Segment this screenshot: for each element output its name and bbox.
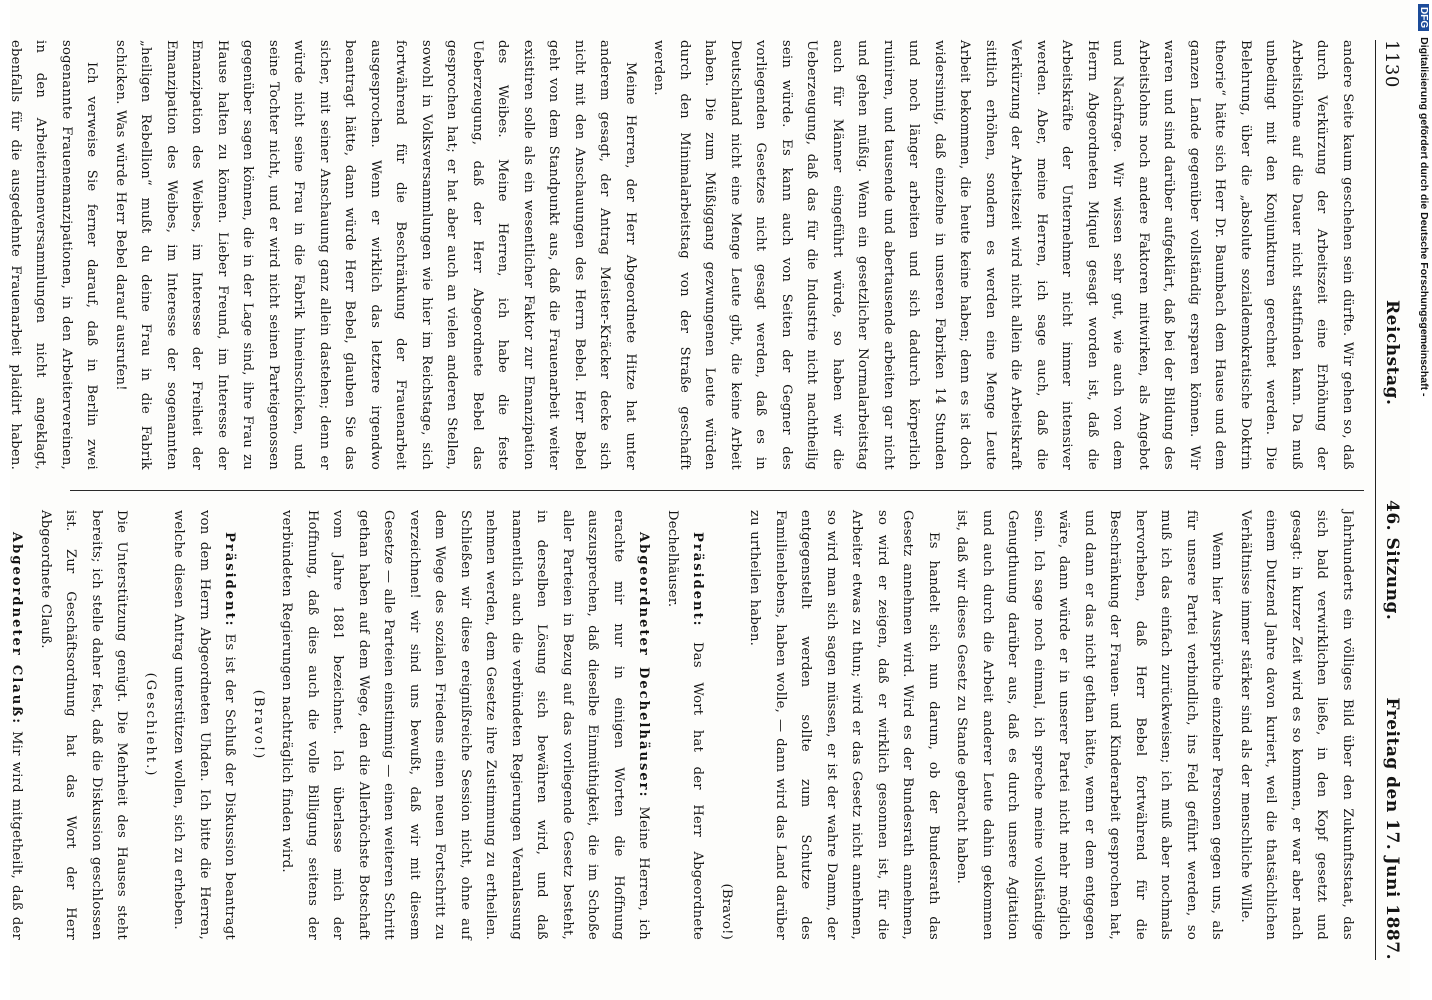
paragraph: Es handelt sich nun darum, ob der Bundesrath das Gesetz annehmen wird. Wird es der Bundesrath annehmen, so wird er zeigen, daß er wirklich gesonnen ist, für die Arbeiter etwas zu thun; wird er das Gesetz nicht annehmen, so wird man sich sagen müssen, er ist der wahre Damm, der entgegenstellt werden sollte zum Schutze des Familienlebens, haben wolle, — dann wird das Land darüber zu urtheilen haben. — [747, 510, 941, 940]
speaker-label: Abgeordneter Dechelhäuser: — [636, 532, 652, 799]
procedure-note: (Geschieht.) — [143, 672, 158, 778]
left-column — [8, 40, 1360, 470]
digitization-credit — [1413, 0, 1432, 1000]
speech-text: Meine Herren, ich erachte mir nur in einigen Worten die Hoffnung auszusprechen, daß dieselbe Einmüthigkeit, die im Schoße aller Parteien in Bezug auf das vorliegende Gesetz besteht, in derselben Lösung sich bewähren wird, und daß namentlich auch die verbündeten Regierungen Veranlassung nehmen werden, dem Gesetze ihre Zustimmung zu ertheilen. Schließen wir diese ereignißreiche Session nicht, ohne auf dem Wege des sozialen Friedens einen neuen Fortschritt zu verzeichnen! wir sind uns bewußt, daß wir mit diesem Gesetze — alle Parteien einstimmig — einen weiteren Schritt gethan haben auf dem Wege, den die Allerhöchste Botschaft vom Jahre 1881 bezeichnet. Ich überlasse mich der Hoffnung, daß dies auch die volle Billigung seitens der verbündeten Regierungen nachträglich finden wird. — [279, 510, 652, 940]
speaker-label: Präsident: — [690, 532, 706, 628]
paragraph: Ich verweise Sie ferner darauf, daß in Berlin zwei sogenannte Frauenemanzipationen, in den Arbeitervereinen, in den Arbeiterinnenversammlungen nicht angeklagt, ebenfalls für die ausgedehnte Frauenarbeit plaidirt haben. — [8, 40, 100, 470]
speaker-label: Präsident: — [222, 532, 238, 628]
paragraph: andere Seite kaum geschehen sein dürfte. Wir gehen so, daß durch Verkürzung der Arbeitszeit eine Erhöhung der Arbeitslöhne auf die Dauer nicht stattfinden kann. Da muß unbedingt mit den Konjunkturen gerechnet werden. Die Belehrung, über die „absolute sozialdemokratische Doktrin theorie“ hätte sich Herr Dr. Baumbach dem Hause und dem ganzen Lande gegenüber vollständig ersparen können. Wir waren und sind darüber aufgeklärt, daß bei der Bildung des Arbeitslohns noch andere Faktoren mitwirken, als Angebot und Nachfrage. Wir wissen sehr gut, wie auch von dem Herrn Abgeordneten Miquel gesagt worden ist, daß die Arbeitskräfte der Unternehmer nicht immer intensiver werden. Aber, meine Herren, ich sage auch, daß die Verkürzung der Arbeitszeit wird nicht allein die Arbeitskraft sittlich erhöhen, sondern es werden eine Menge Leute Arbeit bekommen, die heute keine haben; denn es ist doch widersinnig, daß einzelne in unseren Fabriken 14 Stunden und noch länger arbeiten und sich dadurch körperlich ruiniren, und tausende und abertausende arbeiten gar nicht und gehen müßig. Wenn ein gesetzlicher Normalarbeitstag auch für Männer eingeführt würde, so haben wir die Ueberzeugung, daß das für die Industrie nicht nachtheilig sein würde. Es kann auch von Seiten der Gegner des vorliegenden Gesetzes nicht gesagt werden, daß es in Deutschland nicht eine Menge Leute gibt, die keine Arbeit haben. Die zum Müßiggang gezwungenen Leute würden durch den Minimalarbeitstag von der Straße geschafft werden. — [651, 40, 1355, 470]
date-label: Freitag den 17. Juni 1887. — [1382, 697, 1402, 960]
right-column — [9, 510, 1360, 940]
credit-label: Digitalisierung gefördert durch die Deutsche Forschungsgemeinschaft - — [1418, 37, 1430, 397]
speaker-paragraph — [0, 510, 30, 940]
newspaper-page — [10, 0, 1410, 1000]
speaker-paragraph — [166, 510, 243, 940]
applause-note: (Bravo!) — [251, 689, 266, 761]
paragraph: Meine Herren, der Herr Abgeordnete Hitze hat unter anderem gesagt, der Antrag Meister-Kräcker decke sich nicht mit den Anschauungen des Herrn Bebel. Herr Bebel geht von dem Standpunkt aus, daß die Frauenarbeit weiter existiren solle als ein wesentlicher Faktor zur Emanzipation des Weibes. Meine Herren, ich habe die feste Ueberzeugung, daß der Herr Abgeordnete Bebel das gesprochen hat; er hat aber auch an vielen anderen Stellen, sowohl in Volksversammlungen wie hier im Reichstage, sich fortwährend für die Beschränkung der Frauenarbeit ausgesprochen. Wenn er wirklich das letztere irgendwo beantragt hätte, dann würde Herr Bebel, glauben Sie das sicher, mit seiner Anschauung ganz allein dastehen; denn er würde nicht seine Frau in die Fabrik hineinschicken, und seine Tochter nicht, und er wird nicht seinen Parteigenossen gegenüber sagen können, die in der Lage sind, ihre Frau zu Hause halten zu können. Lieber Freund, im Interesse der Emanzipation des Weibes, im Interesse der Freiheit der Emanzipation des Weibes, im Interesse der sogenannten „heiligen Rebellion“ mußt du deine Frau in die Fabrik schicken. Was würde Herr Bebel darauf ausrufen! — [113, 40, 638, 470]
credit-text — [1418, 4, 1430, 724]
speech-text: Mir wird mitgetheilt, daß der — [9, 731, 25, 940]
dfg-logo: DFG — [1418, 4, 1429, 31]
applause-note: (Bravo!) — [719, 883, 734, 940]
column-divider — [70, 490, 1364, 491]
paragraph: Wenn hier Aussprüche einzelner Personen gegen uns, als für unsere Partei verbindlich, ins Feld geführt werden, so muß ich das einfach zurückweisen; ich muß aber nochmals hervorheben, daß Herr Bebel fortwährend für die Beschränkung der Frauen- und Kinderarbeit gesprochen hat, und dann er das nicht gethan hätte, wenn er dem entgegen wäre, dann würde er in unserer Partei nicht mehr möglich sein. Ich sage noch einmal, ich spreche meine vollständige Genugthuung darüber aus, daß es durch unsere Agitation und auch durch die Arbeit anderer Leute dahin gekommen ist, daß wir dieses Gesetz zu Stande gebracht haben. — [954, 510, 1225, 940]
paper-title: Reichstag. — [1382, 300, 1402, 406]
speaker-label: Abgeordneter Clauß: — [9, 532, 25, 726]
page-header — [1378, 40, 1406, 960]
speech-text: Es ist der Schluß der Diskussion beantragt von dem Herrn Abgeordneten Uhden. Ich bitte die Herren, welche diesen Antrag unterstützen wollen, sich zu erheben. — [171, 510, 238, 940]
speaker-paragraph — [660, 510, 711, 940]
paragraph: Jahrhunderts ein völliges Bild über den Zukunftsstaat, das sich bald verwirklichen ließe, in den Kopf gesetzt und gesagt: in kurzer Zeit wird es so kommen, er war aber nach einem Dutzend Jahre davon kuriert, weil die thatsächlichen Verhältnisse immer stärker sind als der menschliche Wille. — [1238, 510, 1355, 940]
speaker-paragraph — [274, 510, 657, 940]
paragraph: Die Unterstützung genügt. Die Mehrheit des Hauses steht bereits; ich stelle daher fest, daß die Diskussion geschlossen ist. Zur Geschäftsordnung hat das Wort der Herr Abgeordnete Clauß. — [38, 510, 130, 940]
page-number: 1130 — [1381, 40, 1402, 88]
speech-text: Das Wort hat der Herr Abgeordnete Dechelhäuser. — [665, 510, 706, 940]
header-rule — [1375, 40, 1376, 960]
session-label: 46. Sitzung. — [1382, 500, 1402, 621]
